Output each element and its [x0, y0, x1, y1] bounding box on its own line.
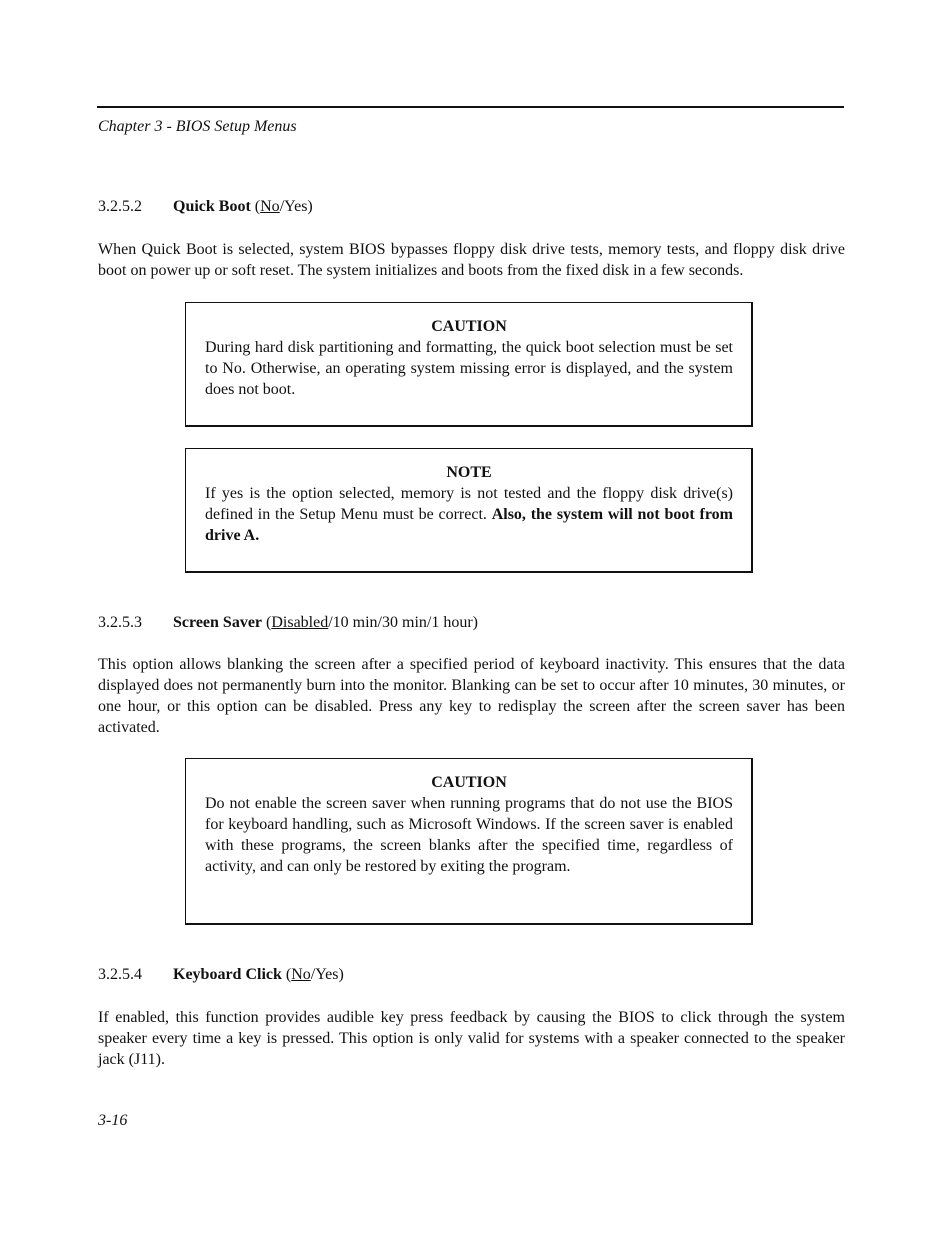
caution-body: Do not enable the screen saver when running programs that do not use the BIOS for keyboard handling, such as Microsoft Windows. If the screen saver is enabled with these programs, the screen blanks after the specified time, regardless of activity, and can only be restored by exiting the program. [205, 795, 733, 875]
paragraph-quick-boot: When Quick Boot is selected, system BIOS bypasses floppy disk drive tests, memory tests, and floppy disk drive boot on power up or soft reset. The system initializes and boots from the fixed disk in a few seconds. [98, 241, 845, 279]
chapter-header: Chapter 3 - BIOS Setup Menus [98, 118, 297, 135]
caution-title: CAUTION [431, 318, 507, 335]
paragraph-screen-saver: This option allows blanking the screen after a specified period of keyboard inactivity. This ensures that the data displayed does not permanently burn into the monitor. Blanking can be set to occur after 10 minutes, 30 minutes, or one hour, or this option can be disabled. Press any key to redisplay the screen after the screen saver has been activated. [98, 656, 845, 736]
paragraph-keyboard-click: If enabled, this function provides audible key press feedback by causing the BIOS to click through the system speaker every time a key is pressed. This option is only valid for systems with a speaker connected to the speaker jack (J11). [98, 1009, 845, 1068]
caution-title: CAUTION [431, 774, 507, 791]
note-body-text: If yes is the option selected, memory is not tested and the floppy disk drive(s) defined in the Setup Menu must be correct. [205, 485, 733, 523]
section-title: Quick Boot [173, 198, 251, 215]
default-option: No [291, 966, 311, 983]
section-number: 3.2.5.4 [98, 966, 142, 983]
note-body-bold: Also, the system will not boot from drive A. [205, 506, 733, 544]
options-open: ( [250, 198, 261, 215]
section-title: Screen Saver [173, 614, 263, 631]
caution-body: During hard disk partitioning and formatting, the quick boot selection must be set to No. Otherwise, an operating system missing error is displayed, and the system does not boot. [205, 339, 733, 398]
section-heading-quick-boot [98, 198, 313, 216]
header-rule [97, 106, 844, 108]
default-option: No [260, 198, 280, 215]
note-title: NOTE [446, 464, 492, 481]
caution-box-screen-saver [185, 758, 753, 925]
section-number: 3.2.5.2 [98, 198, 142, 215]
caution-box-quick-boot [185, 302, 753, 427]
default-option: Disabled [271, 614, 329, 631]
section-title: Keyboard Click [173, 966, 282, 983]
section-heading-screen-saver [98, 614, 478, 632]
options-open: ( [281, 966, 292, 983]
other-options: /Yes) [279, 198, 313, 215]
section-heading-keyboard-click [98, 966, 344, 984]
other-options: /10 min/30 min/1 hour) [328, 614, 478, 631]
note-body [205, 483, 733, 546]
options-open: ( [262, 614, 272, 631]
page-number: 3-16 [98, 1112, 128, 1129]
section-number: 3.2.5.3 [98, 614, 142, 631]
note-box-quick-boot [185, 448, 753, 573]
other-options: /Yes) [310, 966, 344, 983]
